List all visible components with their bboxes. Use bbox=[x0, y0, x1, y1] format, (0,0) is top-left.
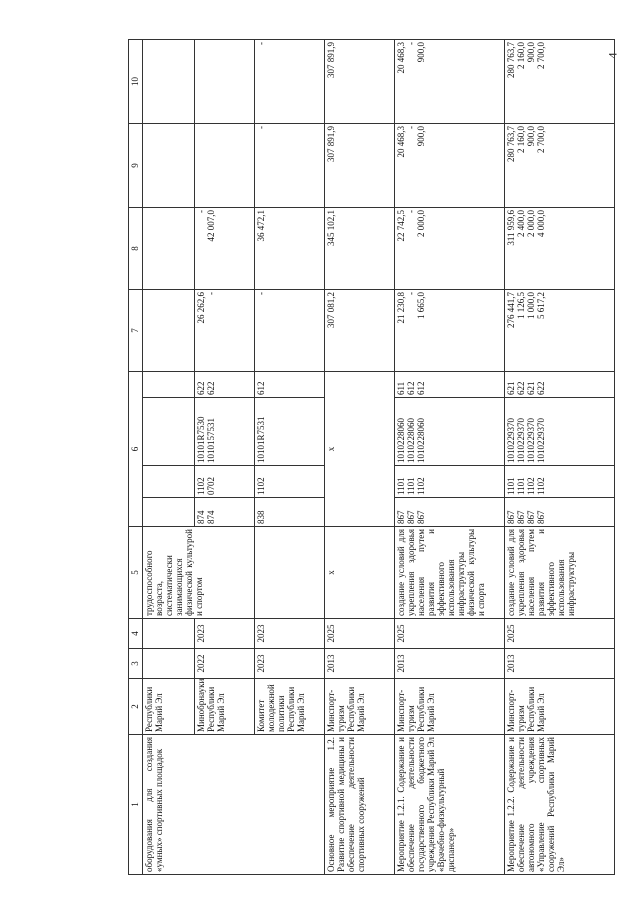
end-year-cell: 2025 bbox=[505, 619, 615, 649]
amount-cell: 276 441,7 1 126,5 1 000,0 5 617,2 bbox=[505, 290, 615, 372]
expense-type-cell: 621 622 621 622 bbox=[505, 372, 615, 398]
amount-cell: - bbox=[255, 290, 325, 372]
start-year-cell: 2013 bbox=[325, 649, 395, 679]
measure-name-cell: Основное мероприятие 1.2. Развитие спортивной медицины и обеспечение деятельности спортивных сооружений bbox=[325, 735, 395, 875]
section-cell: 1102 bbox=[255, 466, 325, 498]
executor-cell: Минспорт-туризм Республики Марий Эл bbox=[325, 679, 395, 735]
end-year-cell: 2025 bbox=[325, 619, 395, 649]
start-year-cell: 2013 bbox=[395, 649, 505, 679]
amount-cell: - bbox=[255, 40, 325, 124]
expected-result-cell: x bbox=[325, 527, 395, 619]
start-year-cell bbox=[143, 649, 195, 679]
grbs-cell: 867 867 867 bbox=[395, 498, 505, 527]
amount-cell: - 42 007,0 bbox=[195, 208, 255, 290]
end-year-cell: 2025 bbox=[395, 619, 505, 649]
amount-cell: 307 891,9 bbox=[325, 124, 395, 208]
expected-result-cell: трудоспособного возраста, систематически занимающихся физической культурой и спортом bbox=[143, 527, 255, 619]
expense-type-cell bbox=[143, 372, 195, 398]
amount-cell: 280 763,7 2 160,0 900,0 2 700,0 bbox=[505, 40, 615, 124]
amount-cell: 307 891,9 bbox=[325, 40, 395, 124]
amount-cell bbox=[143, 290, 195, 372]
end-year-cell: 2023 bbox=[255, 619, 325, 649]
amount-cell bbox=[195, 124, 255, 208]
amount-cell bbox=[143, 124, 195, 208]
measure-name-cell: оборудования для создания «умных» спортивных площадок bbox=[143, 735, 325, 875]
header-col-8: 8 bbox=[129, 208, 143, 290]
amount-cell: 26 262,6 - bbox=[195, 290, 255, 372]
amount-cell: 36 472,1 bbox=[255, 208, 325, 290]
budget-code-cell: x bbox=[325, 372, 395, 527]
target-article-cell: 10101R7531 bbox=[255, 398, 325, 466]
amount-cell: - bbox=[255, 124, 325, 208]
rotated-table-page bbox=[128, 40, 618, 875]
header-col-7: 7 bbox=[129, 290, 143, 372]
target-article-cell bbox=[143, 398, 195, 466]
measure-name-cell: Мероприятие 1.2.2. Содержание и обеспечение деятельности автономного учреждения «Управление спортивных сооружений Республики Марий Эл» bbox=[505, 735, 615, 875]
amount-cell: 22 742,5 - 2 000,0 bbox=[395, 208, 505, 290]
start-year-cell: 2013 bbox=[505, 649, 615, 679]
expense-type-cell: 622 622 bbox=[195, 372, 255, 398]
executor-cell: Минобрнауки Республики Марий Эл bbox=[195, 679, 255, 735]
header-col-6: 6 bbox=[129, 372, 143, 527]
target-article-cell: 1010229370 1010229370 1010229370 1010229370 bbox=[505, 398, 615, 466]
start-year-cell: 2022 bbox=[195, 649, 255, 679]
header-col-2: 2 bbox=[129, 679, 143, 735]
amount-cell bbox=[143, 208, 195, 290]
table-row bbox=[143, 40, 195, 875]
header-col-5: 5 bbox=[129, 527, 143, 619]
header-col-9: 9 bbox=[129, 124, 143, 208]
end-year-cell bbox=[143, 619, 195, 649]
page-number: 4 bbox=[605, 52, 620, 59]
amount-cell: 21 230,8 - 1 665,0 bbox=[395, 290, 505, 372]
expense-type-cell: 611 612 612 bbox=[395, 372, 505, 398]
header-col-4: 4 bbox=[129, 619, 143, 649]
header-col-3: 3 bbox=[129, 649, 143, 679]
executor-cell: Минспорт-туризм Республики Марий Эл bbox=[395, 679, 505, 735]
amount-cell: 307 081,2 bbox=[325, 290, 395, 372]
header-row bbox=[129, 40, 143, 875]
amount-cell bbox=[195, 40, 255, 124]
amount-cell: 20 468,3 - 900,0 bbox=[395, 40, 505, 124]
table-row bbox=[395, 40, 505, 875]
amount-cell: 20 468,3 - 900,0 bbox=[395, 124, 505, 208]
expected-result-cell: создание условий для укрепления здоровья населения путем развития и эффективного использования инфраструктуры физической культуры и спорта bbox=[395, 527, 505, 619]
section-cell: 1101 1101 1102 bbox=[395, 466, 505, 498]
executor-cell: Минспорт-туризм Республики Марий Эл bbox=[505, 679, 615, 735]
table-row bbox=[505, 40, 615, 875]
header-col-1: 1 bbox=[129, 735, 143, 875]
executor-cell: Комитет молодежной политики Республики Марий Эл bbox=[255, 679, 325, 735]
section-cell: 1101 1101 1102 1102 bbox=[505, 466, 615, 498]
amount-cell bbox=[143, 40, 195, 124]
expected-result-cell bbox=[255, 527, 325, 619]
grbs-cell: 838 bbox=[255, 498, 325, 527]
end-year-cell: 2023 bbox=[195, 619, 255, 649]
amount-cell: 311 959,6 2 400,0 2 000,0 4 000,0 bbox=[505, 208, 615, 290]
expense-type-cell: 612 bbox=[255, 372, 325, 398]
section-cell bbox=[143, 466, 195, 498]
expected-result-cell: создание условий для укрепления здоровья населения путем развития и эффективного использования инфраструктуры bbox=[505, 527, 615, 619]
budget-table bbox=[128, 39, 615, 875]
amount-cell: 280 763,7 2 160,0 900,0 2 700,0 bbox=[505, 124, 615, 208]
table-row bbox=[325, 40, 395, 875]
measure-name-cell: Мероприятие 1.2.1. Содержание и обеспечение деятельности государственного бюджетного учреждения Республики Марий Эл «Врачебно-физкультурный диспансер» bbox=[395, 735, 505, 875]
target-article-cell: 1010228060 1010228060 1010228060 bbox=[395, 398, 505, 466]
target-article-cell: 10101R7530 1010157531 bbox=[195, 398, 255, 466]
grbs-cell: 867 867 867 867 bbox=[505, 498, 615, 527]
grbs-cell bbox=[143, 498, 195, 527]
executor-cell: Республики Марий Эл bbox=[143, 679, 195, 735]
header-col-10: 10 bbox=[129, 40, 143, 124]
section-cell: 1102 0702 bbox=[195, 466, 255, 498]
start-year-cell: 2023 bbox=[255, 649, 325, 679]
grbs-cell: 874 874 bbox=[195, 498, 255, 527]
amount-cell: 345 102,1 bbox=[325, 208, 395, 290]
